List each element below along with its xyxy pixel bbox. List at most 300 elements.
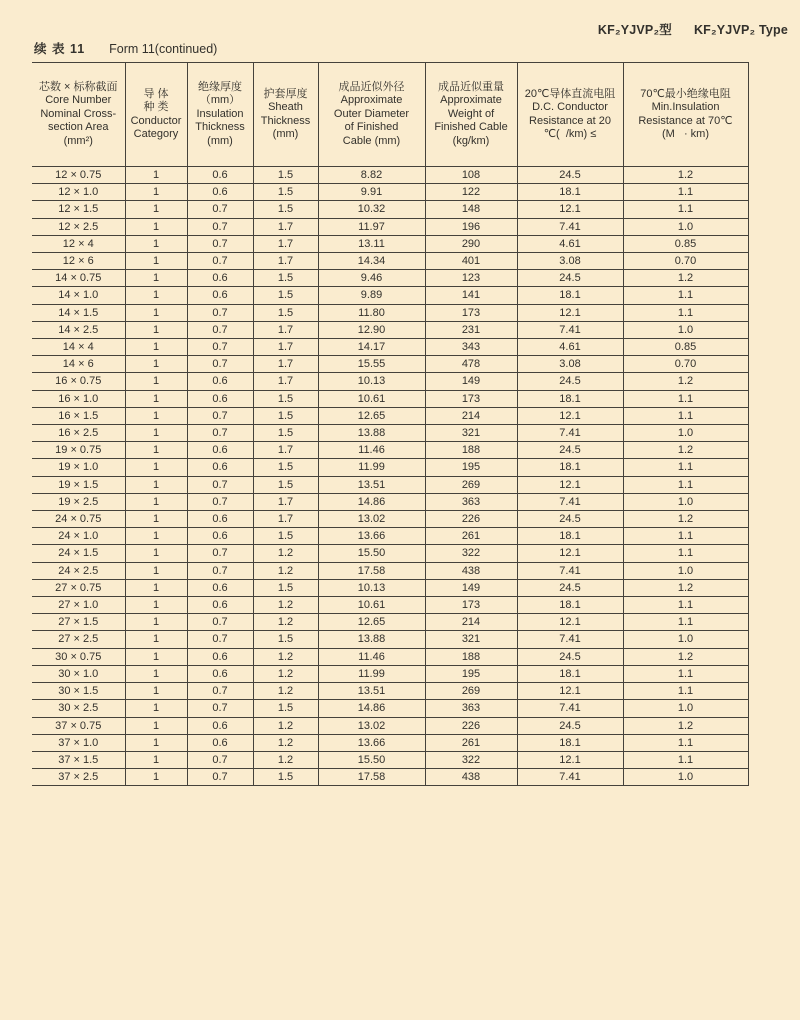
table-cell: 14.86 bbox=[318, 493, 425, 510]
table-cell: 11.97 bbox=[318, 218, 425, 235]
table-row bbox=[32, 493, 748, 510]
cable-model-label: KF₂YJVP₂型 bbox=[597, 23, 672, 37]
table-row bbox=[32, 235, 748, 252]
table-cell: 1.5 bbox=[253, 201, 318, 218]
table-cell: 18.1 bbox=[517, 665, 623, 682]
table-cell: 1.7 bbox=[253, 511, 318, 528]
table-cell: 15.50 bbox=[318, 545, 425, 562]
table-cell: 7.41 bbox=[517, 321, 623, 338]
table-row bbox=[32, 287, 748, 304]
column-header-line: 种 类 bbox=[143, 101, 169, 113]
table-cell: 1.0 bbox=[623, 769, 748, 786]
table-row bbox=[32, 769, 748, 786]
table-row bbox=[32, 528, 748, 545]
table-cell: 1.5 bbox=[253, 769, 318, 786]
column-header-line: Nominal Cross- bbox=[40, 107, 117, 120]
cable-type-label: KF₂YJVP₂ Type bbox=[693, 23, 788, 37]
table-cell: 0.6 bbox=[187, 665, 253, 682]
table-cell: 1.7 bbox=[253, 339, 318, 356]
table-cell: 1.2 bbox=[623, 717, 748, 734]
table-row bbox=[32, 579, 748, 596]
table-cell: 10.13 bbox=[318, 579, 425, 596]
column-header-line: Thickness bbox=[260, 114, 311, 127]
table-cell: 290 bbox=[425, 235, 517, 252]
column-header-line: Category bbox=[133, 128, 179, 140]
table-cell: 1.1 bbox=[623, 528, 748, 545]
table-cell: 1 bbox=[125, 218, 187, 235]
table-cell: 1 bbox=[125, 579, 187, 596]
table-cell: 322 bbox=[425, 545, 517, 562]
table-cell: 1 bbox=[125, 356, 187, 373]
table-cell: 24.5 bbox=[517, 511, 623, 528]
table-cell: 1.0 bbox=[623, 493, 748, 510]
table-cell: 438 bbox=[425, 562, 517, 579]
table-cell: 1.2 bbox=[253, 648, 318, 665]
table-cell: 1.7 bbox=[253, 493, 318, 510]
table-cell: 15.50 bbox=[318, 751, 425, 768]
table-cell: 0.7 bbox=[187, 425, 253, 442]
table-cell: 0.6 bbox=[187, 270, 253, 287]
table-cell: 1.2 bbox=[623, 270, 748, 287]
column-header-line: ℃( /km) ≤ bbox=[543, 128, 597, 140]
table-cell: 0.85 bbox=[623, 235, 748, 252]
table-row bbox=[32, 700, 748, 717]
table-cell: 11.46 bbox=[318, 442, 425, 459]
table-cell: 27 × 1.5 bbox=[32, 614, 125, 631]
table-cell: 14 × 6 bbox=[32, 356, 125, 373]
table-cell: 30 × 0.75 bbox=[32, 648, 125, 665]
table-cell: 13.02 bbox=[318, 511, 425, 528]
table-cell: 1 bbox=[125, 597, 187, 614]
table-cell: 12.1 bbox=[517, 614, 623, 631]
table-cell: 1.2 bbox=[253, 614, 318, 631]
table-cell: 1.5 bbox=[253, 700, 318, 717]
table-cell: 1 bbox=[125, 665, 187, 682]
table-cell: 321 bbox=[425, 631, 517, 648]
table-row bbox=[32, 184, 748, 201]
table-row bbox=[32, 356, 748, 373]
table-cell: 1 bbox=[125, 717, 187, 734]
table-cell: 0.7 bbox=[187, 407, 253, 424]
table-cell: 27 × 0.75 bbox=[32, 579, 125, 596]
table-cell: 1.0 bbox=[623, 218, 748, 235]
table-row bbox=[32, 648, 748, 665]
column-header-line: Approximate bbox=[340, 94, 403, 107]
table-cell: 1.2 bbox=[623, 579, 748, 596]
table-cell: 1 bbox=[125, 321, 187, 338]
table-cell: 401 bbox=[425, 253, 517, 270]
column-header-line: Min.Insulation bbox=[651, 101, 720, 113]
table-cell: 1 bbox=[125, 442, 187, 459]
table-cell: 269 bbox=[425, 476, 517, 493]
table-cell: 1 bbox=[125, 253, 187, 270]
table-cell: 1.7 bbox=[253, 321, 318, 338]
table-cell: 8.82 bbox=[318, 167, 425, 184]
table-cell: 363 bbox=[425, 700, 517, 717]
table-cell: 1.1 bbox=[623, 545, 748, 562]
table-cell: 14 × 2.5 bbox=[32, 321, 125, 338]
table-cell: 16 × 1.0 bbox=[32, 390, 125, 407]
table-cell: 1.7 bbox=[253, 373, 318, 390]
table-row bbox=[32, 253, 748, 270]
table-cell: 195 bbox=[425, 665, 517, 682]
table-cell: 1.1 bbox=[623, 459, 748, 476]
table-row bbox=[32, 442, 748, 459]
table-cell: 18.1 bbox=[517, 287, 623, 304]
table-cell: 7.41 bbox=[517, 493, 623, 510]
table-cell: 0.6 bbox=[187, 167, 253, 184]
table-cell: 1 bbox=[125, 184, 187, 201]
table-cell: 3.08 bbox=[517, 253, 623, 270]
table-cell: 322 bbox=[425, 751, 517, 768]
table-cell: 1.0 bbox=[623, 562, 748, 579]
table-cell: 0.7 bbox=[187, 476, 253, 493]
table-row bbox=[32, 683, 748, 700]
table-cell: 16 × 0.75 bbox=[32, 373, 125, 390]
table-cell: 1.5 bbox=[253, 631, 318, 648]
table-cell: 14 × 1.0 bbox=[32, 287, 125, 304]
table-cell: 7.41 bbox=[517, 562, 623, 579]
table-cell: 122 bbox=[425, 184, 517, 201]
table-cell: 16 × 2.5 bbox=[32, 425, 125, 442]
table-row bbox=[32, 407, 748, 424]
table-row bbox=[32, 562, 748, 579]
table-cell: 108 bbox=[425, 167, 517, 184]
table-cell: 1 bbox=[125, 751, 187, 768]
table-cell: 11.46 bbox=[318, 648, 425, 665]
table-cell: 1.1 bbox=[623, 476, 748, 493]
table-cell: 188 bbox=[425, 648, 517, 665]
table-cell: 1 bbox=[125, 287, 187, 304]
table-cell: 1 bbox=[125, 459, 187, 476]
table-cell: 261 bbox=[425, 528, 517, 545]
table-cell: 0.6 bbox=[187, 717, 253, 734]
column-header-line: Outer Diameter bbox=[333, 107, 410, 120]
table-row bbox=[32, 201, 748, 218]
column-header-line: D.C. Conductor bbox=[532, 101, 608, 113]
table-cell: 12.1 bbox=[517, 751, 623, 768]
table-cell: 226 bbox=[425, 511, 517, 528]
table-cell: 0.6 bbox=[187, 287, 253, 304]
column-header-line: Resistance at 20 bbox=[529, 114, 611, 127]
table-cell: 1.2 bbox=[253, 562, 318, 579]
table-cell: 1.1 bbox=[623, 407, 748, 424]
table-cell: 0.7 bbox=[187, 751, 253, 768]
table-cell: 1.7 bbox=[253, 253, 318, 270]
table-cell: 0.7 bbox=[187, 253, 253, 270]
table-cell: 214 bbox=[425, 407, 517, 424]
column-header-line: (M · km) bbox=[661, 128, 710, 140]
table-cell: 321 bbox=[425, 425, 517, 442]
table-cell: 1.1 bbox=[623, 201, 748, 218]
table-cell: 1.5 bbox=[253, 459, 318, 476]
table-cell: 10.13 bbox=[318, 373, 425, 390]
column-header-line: （mm） bbox=[199, 94, 241, 107]
table-cell: 12 × 1.5 bbox=[32, 201, 125, 218]
column-header-line: Sheath bbox=[268, 101, 303, 113]
table-cell: 226 bbox=[425, 717, 517, 734]
table-cell: 1.1 bbox=[623, 683, 748, 700]
table-cell: 24.5 bbox=[517, 167, 623, 184]
table-cell: 12.1 bbox=[517, 683, 623, 700]
table-cell: 1.2 bbox=[623, 373, 748, 390]
table-cell: 1.2 bbox=[253, 717, 318, 734]
table-cell: 0.7 bbox=[187, 235, 253, 252]
table-cell: 37 × 1.0 bbox=[32, 734, 125, 751]
table-cell: 30 × 1.5 bbox=[32, 683, 125, 700]
table-cell: 173 bbox=[425, 597, 517, 614]
table-cell: 18.1 bbox=[517, 734, 623, 751]
table-cell: 149 bbox=[425, 373, 517, 390]
table-cell: 1 bbox=[125, 562, 187, 579]
table-cell: 173 bbox=[425, 304, 517, 321]
table-cell: 13.02 bbox=[318, 717, 425, 734]
table-cell: 0.6 bbox=[187, 648, 253, 665]
table-cell: 1.7 bbox=[253, 356, 318, 373]
table-cell: 10.61 bbox=[318, 597, 425, 614]
table-cell: 24.5 bbox=[517, 373, 623, 390]
table-cell: 11.99 bbox=[318, 459, 425, 476]
table-cell: 195 bbox=[425, 459, 517, 476]
table-cell: 1.0 bbox=[623, 700, 748, 717]
table-cell: 1 bbox=[125, 304, 187, 321]
table-cell: 19 × 1.0 bbox=[32, 459, 125, 476]
table-cell: 1.2 bbox=[253, 597, 318, 614]
column-header-line: Cable (mm) bbox=[342, 134, 401, 147]
table-cell: 196 bbox=[425, 218, 517, 235]
table-cell: 1 bbox=[125, 407, 187, 424]
table-cell: 12.1 bbox=[517, 476, 623, 493]
table-cell: 1.1 bbox=[623, 184, 748, 201]
table-cell: 27 × 2.5 bbox=[32, 631, 125, 648]
table-cell: 0.7 bbox=[187, 562, 253, 579]
table-cell: 149 bbox=[425, 579, 517, 596]
table-cell: 13.51 bbox=[318, 476, 425, 493]
table-cell: 1 bbox=[125, 493, 187, 510]
column-header-dc-resistance bbox=[517, 63, 623, 167]
column-header-outer-diameter bbox=[318, 63, 425, 167]
table-cell: 0.85 bbox=[623, 339, 748, 356]
table-cell: 0.6 bbox=[187, 184, 253, 201]
table-cell: 19 × 2.5 bbox=[32, 493, 125, 510]
table-cell: 1.5 bbox=[253, 184, 318, 201]
table-cell: 24 × 0.75 bbox=[32, 511, 125, 528]
table-cell: 0.7 bbox=[187, 631, 253, 648]
table-cell: 1.1 bbox=[623, 614, 748, 631]
table-cell: 1 bbox=[125, 390, 187, 407]
column-header-sheath-thickness bbox=[253, 63, 318, 167]
table-cell: 14 × 4 bbox=[32, 339, 125, 356]
table-cell: 14.17 bbox=[318, 339, 425, 356]
table-cell: 123 bbox=[425, 270, 517, 287]
table-cell: 1 bbox=[125, 270, 187, 287]
table-caption-cn: 续 表 11 bbox=[34, 42, 86, 56]
table-cell: 214 bbox=[425, 614, 517, 631]
table-row bbox=[32, 476, 748, 493]
table-row bbox=[32, 167, 748, 184]
table-caption bbox=[34, 39, 217, 57]
table-cell: 1 bbox=[125, 339, 187, 356]
table-cell: 0.6 bbox=[187, 390, 253, 407]
column-header-line: 20℃导体直流电阻 bbox=[524, 87, 616, 100]
table-cell: 1.1 bbox=[623, 734, 748, 751]
table-cell: 7.41 bbox=[517, 425, 623, 442]
column-header-weight bbox=[425, 63, 517, 167]
table-cell: 13.88 bbox=[318, 631, 425, 648]
table-cell: 12.1 bbox=[517, 201, 623, 218]
table-cell: 18.1 bbox=[517, 528, 623, 545]
table-cell: 13.66 bbox=[318, 734, 425, 751]
table-cell: 478 bbox=[425, 356, 517, 373]
column-header-line: Finished Cable bbox=[434, 121, 508, 134]
table-cell: 1 bbox=[125, 201, 187, 218]
table-cell: 188 bbox=[425, 442, 517, 459]
table-caption-en: Form 11(continued) bbox=[109, 42, 218, 56]
column-header-line: 成品近似重量 bbox=[438, 80, 504, 93]
table-cell: 37 × 0.75 bbox=[32, 717, 125, 734]
table-row bbox=[32, 425, 748, 442]
table-cell: 12 × 6 bbox=[32, 253, 125, 270]
table-cell: 14.86 bbox=[318, 700, 425, 717]
column-header-line: Thickness bbox=[195, 121, 245, 134]
table-cell: 11.80 bbox=[318, 304, 425, 321]
table-cell: 1 bbox=[125, 167, 187, 184]
table-cell: 0.6 bbox=[187, 373, 253, 390]
table-cell: 0.7 bbox=[187, 339, 253, 356]
table-cell: 343 bbox=[425, 339, 517, 356]
table-cell: 1.5 bbox=[253, 425, 318, 442]
column-header-line: Approximate bbox=[440, 94, 502, 107]
table-cell: 0.7 bbox=[187, 769, 253, 786]
column-header-line: 芯数 × 标称截面 bbox=[38, 80, 118, 93]
column-header-line: Weight of bbox=[447, 107, 495, 120]
table-cell: 0.6 bbox=[187, 597, 253, 614]
table-cell: 1 bbox=[125, 528, 187, 545]
table-cell: 12 × 4 bbox=[32, 235, 125, 252]
table-row bbox=[32, 304, 748, 321]
table-cell: 10.61 bbox=[318, 390, 425, 407]
table-cell: 9.91 bbox=[318, 184, 425, 201]
table-cell: 1.0 bbox=[623, 321, 748, 338]
table-cell: 1.5 bbox=[253, 287, 318, 304]
table-cell: 231 bbox=[425, 321, 517, 338]
table-cell: 1.1 bbox=[623, 304, 748, 321]
table-cell: 24.5 bbox=[517, 717, 623, 734]
table-cell: 15.55 bbox=[318, 356, 425, 373]
table-cell: 4.61 bbox=[517, 235, 623, 252]
table-row bbox=[32, 597, 748, 614]
table-row bbox=[32, 665, 748, 682]
table-cell: 1 bbox=[125, 425, 187, 442]
table-cell: 1 bbox=[125, 631, 187, 648]
table-cell: 37 × 2.5 bbox=[32, 769, 125, 786]
table-cell: 19 × 0.75 bbox=[32, 442, 125, 459]
table-row bbox=[32, 511, 748, 528]
table-cell: 24.5 bbox=[517, 579, 623, 596]
table-cell: 18.1 bbox=[517, 184, 623, 201]
column-header-line: (mm²) bbox=[63, 134, 93, 147]
table-cell: 1 bbox=[125, 614, 187, 631]
cable-spec-table bbox=[32, 62, 749, 786]
table-cell: 17.58 bbox=[318, 562, 425, 579]
table-cell: 17.58 bbox=[318, 769, 425, 786]
table-cell: 7.41 bbox=[517, 218, 623, 235]
table-cell: 7.41 bbox=[517, 631, 623, 648]
table-cell: 0.7 bbox=[187, 683, 253, 700]
table-cell: 12.1 bbox=[517, 407, 623, 424]
column-header-insulation-thickness bbox=[187, 63, 253, 167]
table-cell: 1.2 bbox=[623, 511, 748, 528]
table-cell: 1 bbox=[125, 769, 187, 786]
table-cell: 14 × 0.75 bbox=[32, 270, 125, 287]
table-cell: 24 × 2.5 bbox=[32, 562, 125, 579]
table-cell: 9.89 bbox=[318, 287, 425, 304]
table-cell: 1.2 bbox=[253, 545, 318, 562]
table-cell: 0.7 bbox=[187, 700, 253, 717]
table-cell: 1.0 bbox=[623, 425, 748, 442]
table-cell: 18.1 bbox=[517, 459, 623, 476]
table-cell: 1.5 bbox=[253, 270, 318, 287]
table-cell: 1 bbox=[125, 511, 187, 528]
table-cell: 1.5 bbox=[253, 390, 318, 407]
table-cell: 1 bbox=[125, 235, 187, 252]
table-cell: 1 bbox=[125, 648, 187, 665]
table-cell: 1.2 bbox=[253, 751, 318, 768]
table-cell: 1.5 bbox=[253, 476, 318, 493]
table-cell: 1.5 bbox=[253, 167, 318, 184]
table-cell: 0.7 bbox=[187, 218, 253, 235]
column-header-min-insulation-resistance bbox=[623, 63, 748, 167]
table-cell: 7.41 bbox=[517, 700, 623, 717]
table-cell: 1.2 bbox=[623, 648, 748, 665]
table-cell: 19 × 1.5 bbox=[32, 476, 125, 493]
table-cell: 13.51 bbox=[318, 683, 425, 700]
column-header-line: 绝缘厚度 bbox=[198, 80, 242, 93]
column-header-line: (mm) bbox=[207, 134, 233, 147]
table-cell: 12.65 bbox=[318, 614, 425, 631]
table-cell: 148 bbox=[425, 201, 517, 218]
table-cell: 1.2 bbox=[623, 442, 748, 459]
table-cell: 9.46 bbox=[318, 270, 425, 287]
table-row bbox=[32, 545, 748, 562]
column-header-line: 导 体 bbox=[143, 87, 169, 100]
table-cell: 363 bbox=[425, 493, 517, 510]
table-row bbox=[32, 734, 748, 751]
table-cell: 0.6 bbox=[187, 511, 253, 528]
table-cell: 1 bbox=[125, 683, 187, 700]
table-row bbox=[32, 270, 748, 287]
table-cell: 4.61 bbox=[517, 339, 623, 356]
table-cell: 0.7 bbox=[187, 356, 253, 373]
table-cell: 0.6 bbox=[187, 442, 253, 459]
table-cell: 261 bbox=[425, 734, 517, 751]
column-header-line: Core Number bbox=[45, 94, 112, 107]
column-header-line: Insulation bbox=[196, 107, 244, 120]
table-cell: 0.7 bbox=[187, 545, 253, 562]
table-row bbox=[32, 218, 748, 235]
table-cell: 18.1 bbox=[517, 597, 623, 614]
table-cell: 37 × 1.5 bbox=[32, 751, 125, 768]
table-row bbox=[32, 717, 748, 734]
table-cell: 13.88 bbox=[318, 425, 425, 442]
table-cell: 0.6 bbox=[187, 579, 253, 596]
table-cell: 1 bbox=[125, 734, 187, 751]
table-row bbox=[32, 321, 748, 338]
table-body bbox=[32, 167, 748, 786]
table-cell: 1.0 bbox=[623, 631, 748, 648]
column-header-line: 护套厚度 bbox=[263, 87, 308, 100]
table-cell: 13.11 bbox=[318, 235, 425, 252]
